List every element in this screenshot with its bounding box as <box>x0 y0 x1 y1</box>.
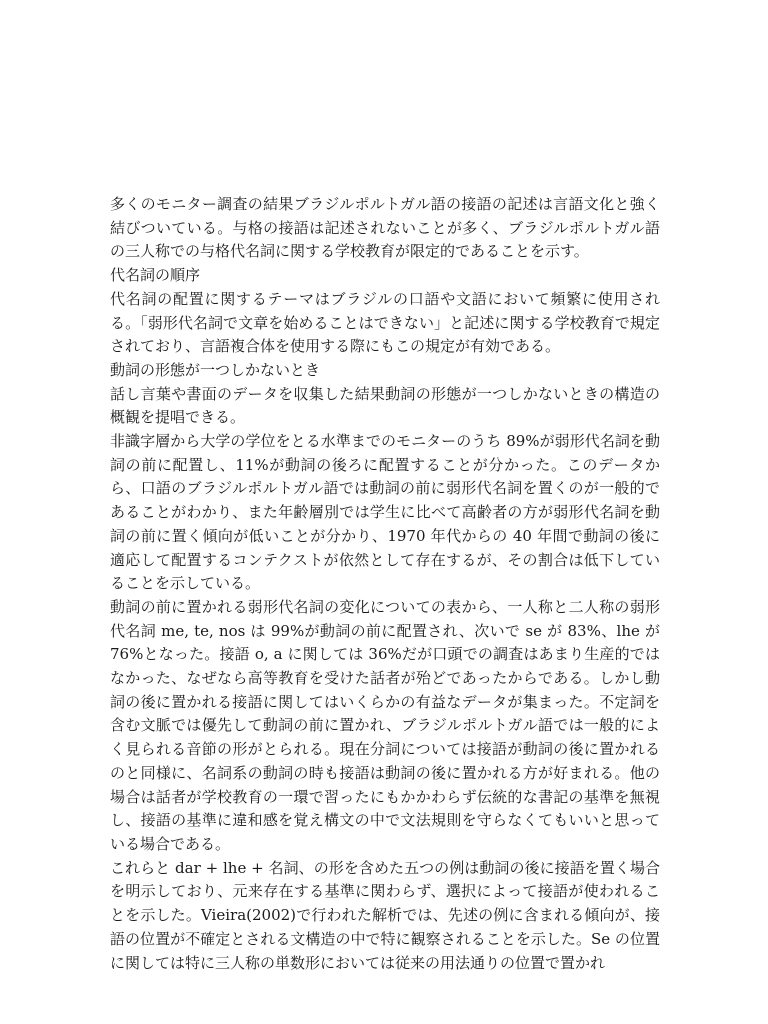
section-heading-pronoun-order: 代名詞の順序 <box>110 266 201 285</box>
paragraph-dar-lhe-examples: これらと dar + lhe + 名詞、の形を含めた五つの例は動詞の後に接語を置く場合を明示しており、元来存在する基準に関わらず、選択によって接語が使われることを示した。Vieira(2002)で行われた解析では、先述の例に含まれる傾向が、接語の位置が不確定とされる文構造の中で特に観察されることを示した。Se の位置に関しては特に三人称の単数形においては従来の用法通りの位置で置かれ <box>110 858 660 972</box>
paragraph-intro: 多くのモニター調査の結果ブラジルポルトガル語の接語の記述は言語文化と強く結びついている。与格の接語は記述されないことが多く、ブラジルポルトガル語の三人称での与格代名詞に関する学校教育が限定的であることを示す。 <box>110 195 660 261</box>
paragraph-weak-pronoun-table: 動詞の前に置かれる弱形代名詞の変化についての表から、一人称と二人称の弱形代名詞 me, te, nos は 99%が動詞の前に配置され、次いで se が 83%、lhe が 76%となった。接語 o, a に関しては 36%だが口頭での調査はあまり生産的ではなかった、なぜなら高等教育を受けた話者が殆どであったからである。しかし動詞の後に置かれる接語に関してはいくらかの有益なデータが集まった。不定詞を含む文脈では優先して動詞の前に置かれ、ブラジルポルトガル語では一般的によく見られる音節の形がとられる。現在分詞については接語が動詞の後に置かれるのと同様に、名詞系の動詞の時も接語は動詞の後に置かれる方が好まれる。他の場合は話者が学校教育の一環で習ったにもかかわらず伝統的な書記の基準を無視し、接語の基準に違和感を覚え構文の中で文法規則を守らなくてもいいと思っている場合である。 <box>110 597 660 853</box>
paragraph-monitor-results: 非識字層から大学の学位をとる水準までのモニターのうち 89%が弱形代名詞を動詞の前に配置し、11%が動詞の後ろに配置することが分かった。このデータから、口語のブラジルポルトガル語では動詞の前に弱形代名詞を置くのが一般的であることがわかり、また年齢層別では学生に比べて高齢者の方が弱形代名詞を動詞の前に置く傾向が低いことが分かり、1970 年代からの 40 年間で動詞の後に適応して配置するコンテクストが依然として存在するが、その割合は低下していることを示している。 <box>110 432 660 593</box>
document-page <box>110 193 660 975</box>
section-heading-single-verb-form: 動詞の形態が一つしかないとき <box>110 360 321 379</box>
paragraph-structure-overview: 話し言葉や書面のデータを収集した結果動詞の形態が一つしかないときの構造の概観を提唱できる。 <box>110 384 660 427</box>
paragraph-pronoun-placement: 代名詞の配置に関するテーマはブラジルの口語や文語において頻繁に使用される。「弱形代名詞で文章を始めることはできない」と記述に関する学校教育で規定されており、言語複合体を使用する際にもこの規定が有効である。 <box>110 289 660 356</box>
